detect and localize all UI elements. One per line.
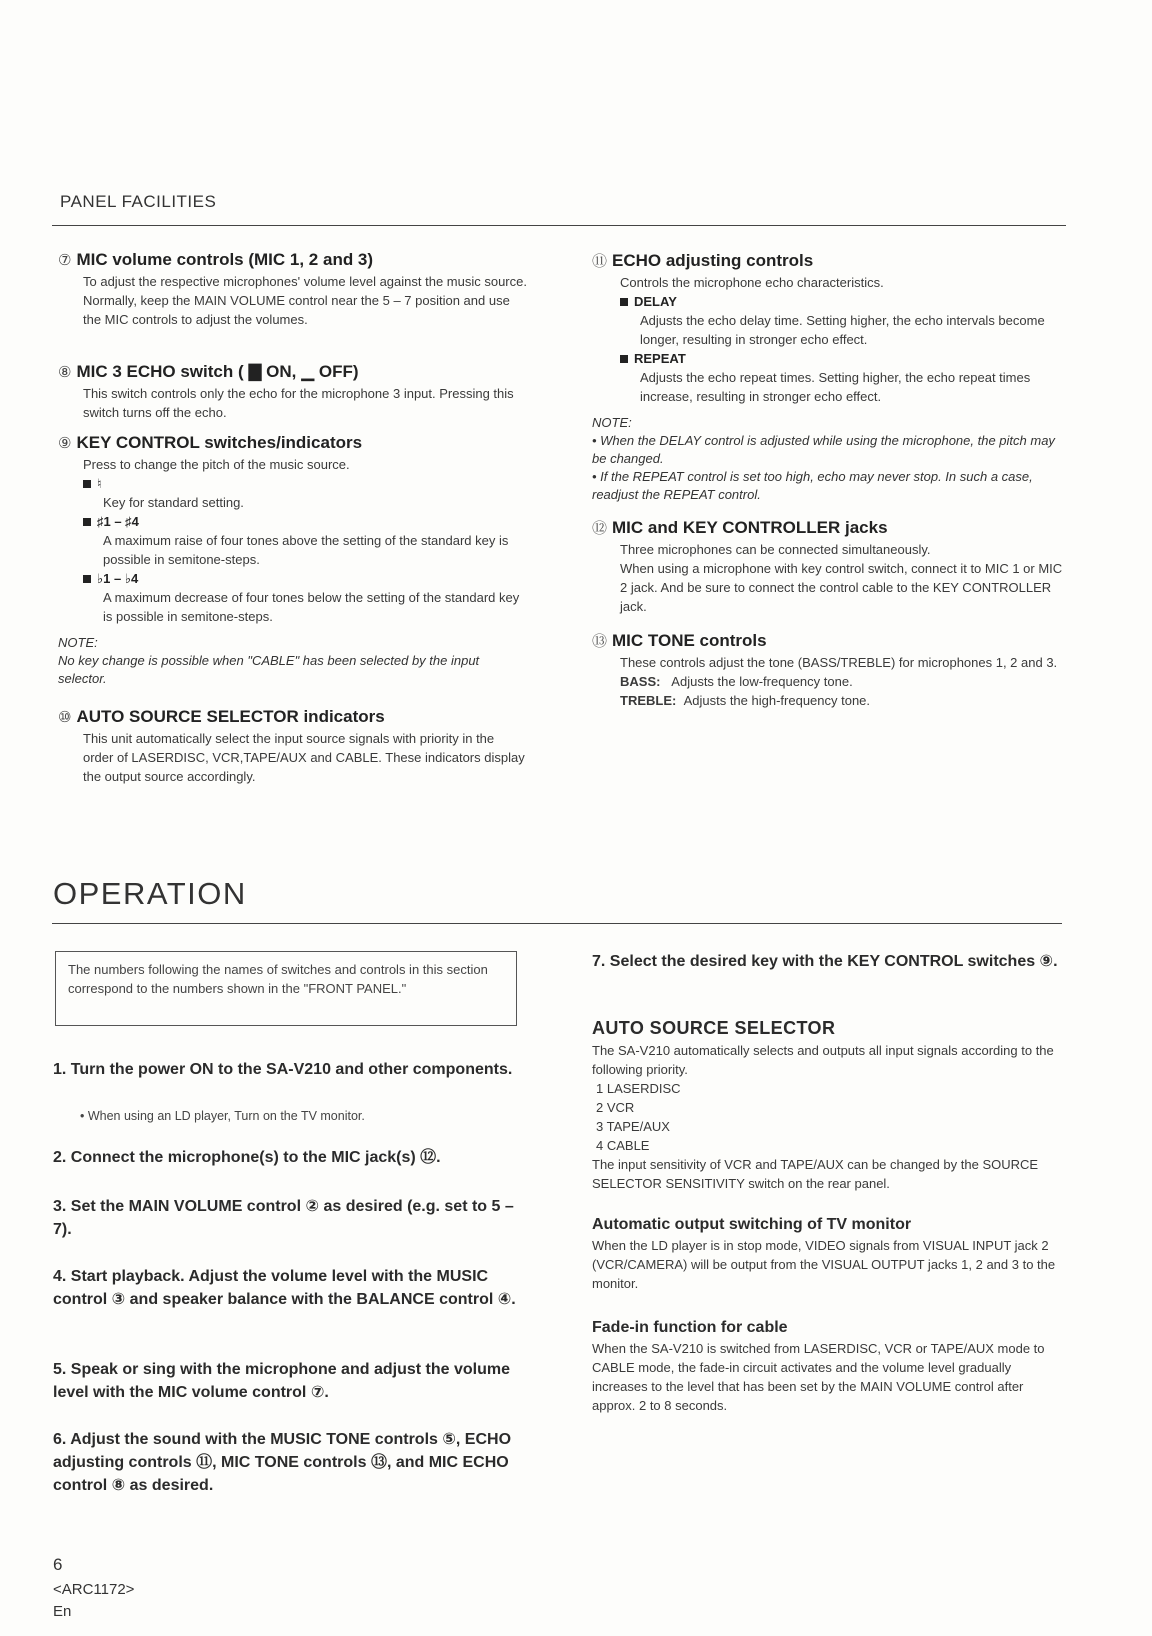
item-number: ⑪ <box>592 253 608 270</box>
doc-code: <ARC1172> <box>53 1581 135 1598</box>
step-text: Start playback. Adjust the volume level with the MUSIC control ③ and speaker balance with the BALANCE control ④. <box>53 1268 516 1308</box>
auto-source-section <box>592 1018 1062 1193</box>
bass-text: Adjusts the low-frequency tone. <box>671 674 853 689</box>
item-text: This switch controls only the echo for the microphone 3 input. Pressing this switch turns off the echo. <box>83 386 514 420</box>
square-bullet-icon <box>620 355 628 363</box>
treble-label: TREBLE: <box>620 693 677 708</box>
item-text: Three microphones can be connected simultaneously. <box>620 542 931 557</box>
item-text: When using a microphone with key control switch, connect it to MIC 1 or MIC 2 jack. And be sure to connect the control cable to the KEY CONTROLLER jack. <box>620 561 1063 614</box>
square-bullet-icon <box>83 518 91 526</box>
sub-label: ♮ <box>97 476 102 491</box>
note-heading: NOTE: <box>58 635 98 650</box>
note-text: No key change is possible when "CABLE" has been selected by the input selector. <box>58 653 480 686</box>
bass-label: BASS: <box>620 674 661 689</box>
sub-text: Adjusts the echo repeat times. Setting higher, the echo repeat times increase, resulting in stronger echo effect. <box>640 370 1031 404</box>
sub-label: REPEAT <box>634 351 686 366</box>
step-2 <box>53 1146 525 1169</box>
item-title: MIC volume controls (MIC 1, 2 and 3) <box>76 250 374 269</box>
sub-text: Key for standard setting. <box>103 495 244 510</box>
priority-item: 4 CABLE <box>596 1138 650 1153</box>
step-number: 2. <box>53 1149 67 1166</box>
operation-rule <box>52 923 1062 924</box>
step-5 <box>53 1358 525 1404</box>
tv-switching-section <box>592 1216 1062 1293</box>
item-8 <box>58 362 528 422</box>
item-title: KEY CONTROL switches/indicators <box>76 433 363 452</box>
fade-in-section <box>592 1319 1062 1415</box>
step-1 <box>53 1058 525 1081</box>
step-3 <box>53 1195 525 1241</box>
step-number: 7. <box>592 953 606 970</box>
item-title: AUTO SOURCE SELECTOR indicators <box>76 707 385 726</box>
item-number: ⑬ <box>592 633 608 650</box>
item-text: This unit automatically select the input source signals with priority in the order of LASERDISC, VCR,TAPE/AUX and CABLE. These indicators display the output source accordingly. <box>83 731 525 784</box>
priority-item: 1 LASERDISC <box>596 1081 681 1096</box>
item-title: MIC and KEY CONTROLLER jacks <box>612 518 888 537</box>
tv-switching-text: When the LD player is in stop mode, VIDEO signals from VISUAL INPUT jack 2 (VCR/CAMERA) will be output from the VISUAL OUTPUT jacks 1, 2 and 3 to the monitor. <box>592 1238 1056 1291</box>
note-box: The numbers following the names of switches and controls in this section correspond to the numbers shown in the "FRONT PANEL." <box>55 951 517 1026</box>
sub-label: ♭1 – ♭4 <box>97 571 139 586</box>
sub-text: Adjusts the echo delay time. Setting higher, the echo intervals become longer, resulting in stronger echo effect. <box>640 313 1045 347</box>
step-text: Speak or sing with the microphone and adjust the volume level with the MIC volume control ⑦. <box>53 1361 510 1401</box>
fade-in-title: Fade-in function for cable <box>592 1319 788 1336</box>
item-text: Press to change the pitch of the music source. <box>83 457 350 472</box>
item-10 <box>58 707 528 786</box>
item-number: ⑫ <box>592 520 608 537</box>
item-title: MIC 3 ECHO switch ( ▇ ON, ▁ OFF) <box>76 362 359 381</box>
item-text: To adjust the respective microphones' volume level against the music source. <box>83 274 527 289</box>
step-number: 6. <box>53 1431 67 1448</box>
step-6 <box>53 1428 525 1497</box>
sub-label: ♯1 – ♯4 <box>97 514 139 529</box>
step-4 <box>53 1265 525 1311</box>
item-text: These controls adjust the tone (BASS/TREBLE) for microphones 1, 2 and 3. <box>620 655 1058 670</box>
sub-label: DELAY <box>634 294 677 309</box>
step-number: 5. <box>53 1361 67 1378</box>
auto-source-title: AUTO SOURCE SELECTOR <box>592 1018 836 1038</box>
step-text: Set the MAIN VOLUME control ② as desired (e.g. set to 5 – 7). <box>53 1198 514 1238</box>
item-number: ⑧ <box>58 364 72 381</box>
item-title: MIC TONE controls <box>612 631 767 650</box>
step-text: Adjust the sound with the MUSIC TONE controls ⑤, ECHO adjusting controls ⑪, MIC TONE controls ⑬, and MIC ECHO control ⑧ as desired. <box>53 1431 512 1494</box>
step-number: 1. <box>53 1061 67 1078</box>
item-13 <box>592 630 1064 710</box>
step-text: Select the desired key with the KEY CONTROL switches ⑨. <box>609 953 1058 970</box>
sub-text: A maximum decrease of four tones below the setting of the standard key is possible in semitone-steps. <box>103 590 520 624</box>
language-code: En <box>53 1603 72 1620</box>
page-number: 6 <box>53 1555 63 1574</box>
priority-item: 2 VCR <box>596 1100 635 1115</box>
section-title: PANEL FACILITIES <box>60 192 217 211</box>
item-7 <box>58 250 528 329</box>
sub-text: A maximum raise of four tones above the setting of the standard key is possible in semitone-steps. <box>103 533 509 567</box>
step-7 <box>592 950 1062 973</box>
step-text: Connect the microphone(s) to the MIC jack(s) ⑫. <box>70 1149 441 1166</box>
square-bullet-icon <box>620 298 628 306</box>
step-number: 4. <box>53 1268 67 1285</box>
item-text: Controls the microphone echo characteristics. <box>620 275 884 290</box>
item-12 <box>592 517 1064 616</box>
step-number: 3. <box>53 1198 67 1215</box>
note-text: • If the REPEAT control is set too high, echo may never stop. In such a case, readjust the REPEAT control. <box>592 469 1033 502</box>
step-1-note: • When using an LD player, Turn on the TV monitor. <box>80 1109 365 1123</box>
item-number: ⑩ <box>58 709 72 726</box>
auto-source-text: The input sensitivity of VCR and TAPE/AUX can be changed by the SOURCE SELECTOR SENSITIVITY switch on the rear panel. <box>592 1157 1039 1191</box>
step-text: Turn the power ON to the SA-V210 and other components. <box>70 1061 513 1078</box>
item-number: ⑦ <box>58 252 72 269</box>
note-text: • When the DELAY control is adjusted while using the microphone, the pitch may be changed. <box>592 433 1055 466</box>
item-number: ⑨ <box>58 435 72 452</box>
auto-source-text: The SA-V210 automatically selects and outputs all input signals according to the following priority. <box>592 1043 1054 1077</box>
fade-in-text: When the SA-V210 is switched from LASERDISC, VCR or TAPE/AUX mode to CABLE mode, the fade-in circuit activates and the volume level gradually increases to the level that has been set by the MAIN VOLUME control after approx. 2 to 8 seconds. <box>592 1341 1045 1413</box>
item-text: Normally, keep the MAIN VOLUME control near the 5 – 7 position and use the MIC controls to adjust the volumes. <box>83 293 510 327</box>
operation-title: OPERATION <box>53 876 247 911</box>
header-rule <box>52 225 1066 226</box>
priority-item: 3 TAPE/AUX <box>596 1119 670 1134</box>
item-9 <box>58 433 528 688</box>
tv-switching-title: Automatic output switching of TV monitor <box>592 1216 912 1233</box>
note-heading: NOTE: <box>592 415 632 430</box>
item-11 <box>592 250 1064 504</box>
square-bullet-icon <box>83 480 91 488</box>
item-title: ECHO adjusting controls <box>612 251 814 270</box>
treble-text: Adjusts the high-frequency tone. <box>683 693 871 708</box>
square-bullet-icon <box>83 575 91 583</box>
